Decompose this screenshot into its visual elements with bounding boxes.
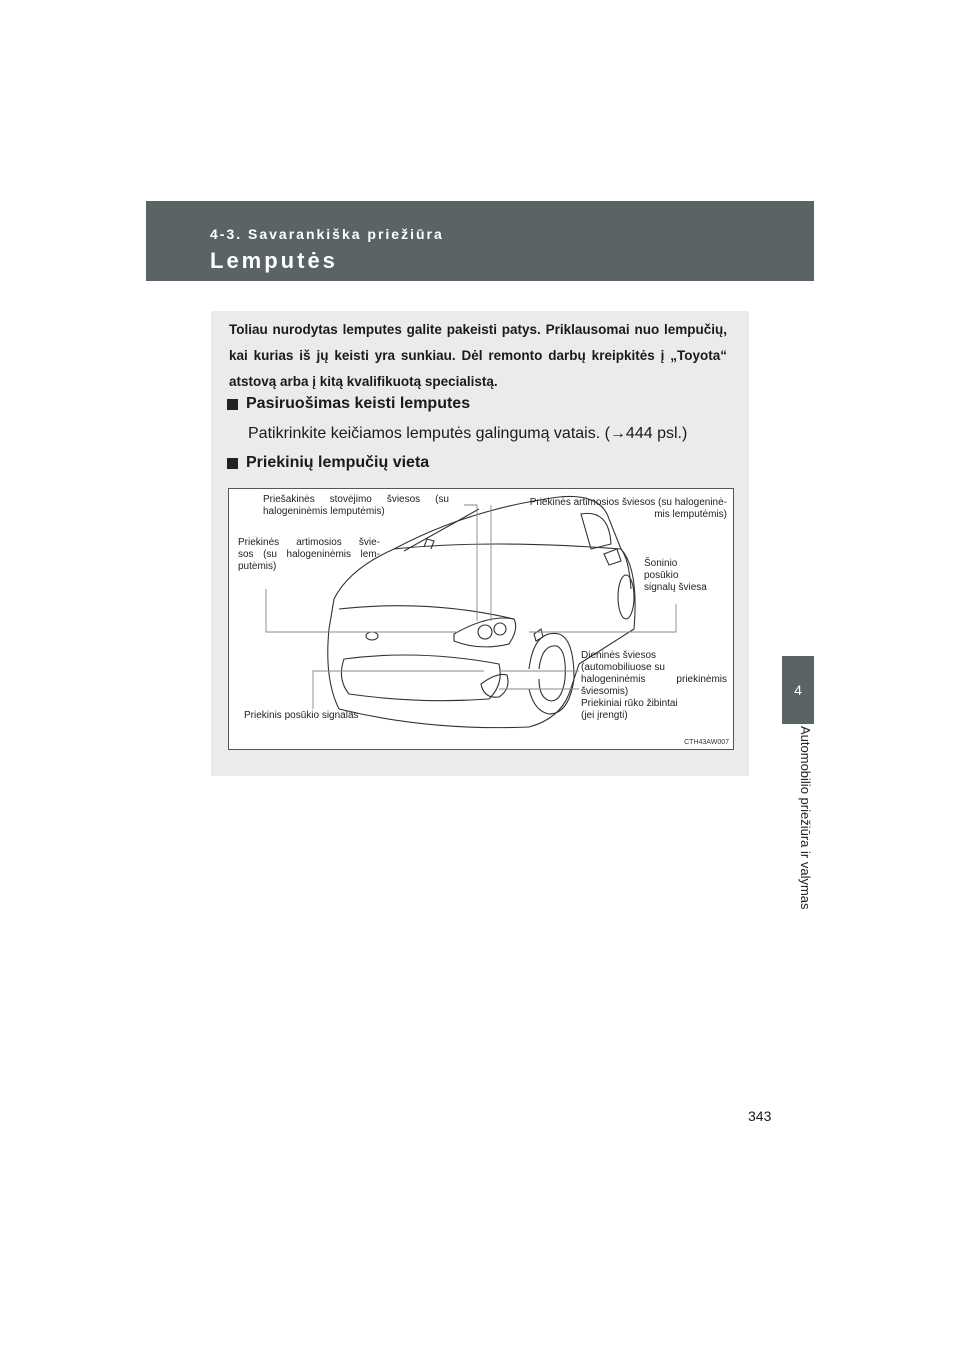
chapter-tab-number[interactable]: 4 — [782, 656, 814, 724]
preparation-text: Patikrinkite keičiamos lemputės galingumą vatais. (→444 psl.) — [248, 425, 688, 442]
label-lowbeam-left-line1: Priekinės artimosios švie- — [238, 537, 380, 548]
label-parking-lights-line2: halogeninėmis lemputėmis) — [263, 506, 385, 517]
label-side-signal-line2: posūkio — [644, 570, 679, 581]
label-lowbeam-left-line3: putėmis) — [238, 561, 277, 572]
section-heading-text: Priekinių lempučių vieta — [246, 454, 430, 471]
chapter-header — [146, 201, 814, 281]
section-label: 4-3. Savarankiška priežiūra — [210, 226, 444, 242]
section-heading-preparation — [227, 395, 470, 413]
bullet-square-icon — [227, 458, 238, 469]
label-lowbeam-right-line1: Priekinės artimosios šviesos (su halogeninė- — [529, 497, 727, 508]
label-side-signal-line1: Šoninio — [644, 558, 678, 569]
label-lowbeam-right-line2: mis lemputėmis) — [654, 509, 727, 520]
label-drl-line4: šviesomis) — [581, 686, 629, 697]
label-side-signal-line3: signalų šviesa — [644, 582, 707, 593]
label-fog-line1: Priekiniai rūko žibintai — [581, 698, 678, 709]
label-front-turn-signal: Priekinis posūkio signalas — [244, 710, 359, 721]
chapter-tab-title: Automobilio priežiūra ir valymas — [798, 726, 813, 910]
section-heading-location — [227, 454, 429, 472]
bullet-square-icon — [227, 399, 238, 410]
label-parking-lights-line1: Priešakinės stovėjimo šviesos (su — [263, 494, 449, 505]
label-drl-line2: (automobiliuose su — [581, 662, 665, 673]
page-title: Lemputės — [210, 248, 338, 273]
label-fog-line2: (jei įrengti) — [581, 710, 628, 721]
page-number: 343 — [748, 1108, 772, 1124]
figure-code: CTH43AW007 — [684, 739, 729, 746]
section-heading-text: Pasiruošimas keisti lemputes — [246, 395, 471, 412]
headlight-location-diagram — [228, 488, 734, 750]
intro-paragraph: Toliau nurodytas lemputes galite pakeisti patys. Priklausomai nuo lempučių, kai kurias iš jų keisti yra sunkiau. Dėl remonto darbų kreipkitės į „Toyota“ atstovą arba į kitą kvalifikuotą specialistą. — [229, 322, 727, 389]
label-drl-line3: halogeninėmis priekinėmis — [581, 674, 727, 685]
content-box — [211, 311, 749, 776]
label-lowbeam-left-line2: sos (su halogeninėmis lem- — [238, 549, 380, 560]
label-drl-line1: Dieninės šviesos — [581, 650, 657, 661]
